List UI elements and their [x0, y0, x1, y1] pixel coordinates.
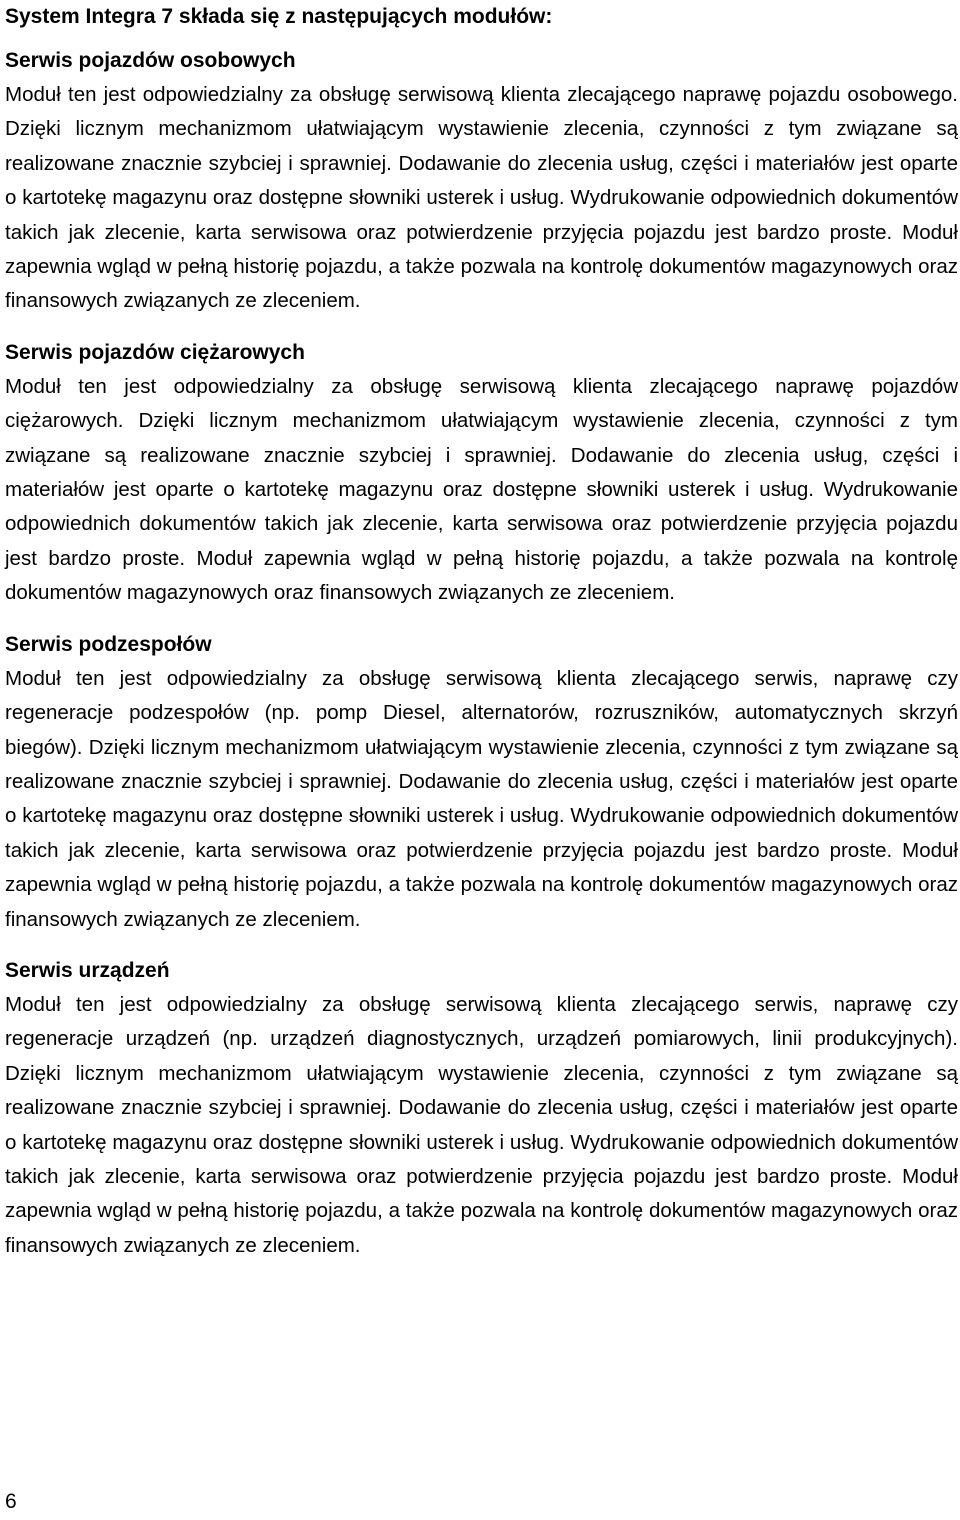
document-page — [5, 0, 958, 1263]
section-heading: Serwis pojazdów osobowych — [5, 49, 296, 72]
section-components — [5, 628, 958, 937]
section-passenger-vehicles — [5, 44, 958, 319]
section-heading: Serwis pojazdów ciężarowych — [5, 340, 305, 364]
page-number: 6 — [5, 1490, 17, 1513]
section-body: Moduł ten jest odpowiedzialny za obsługę serwisową klienta zlecającego serwis, naprawę czy regeneracje urządzeń (np. urządzeń diagnostycznych, urządzeń pomiarowych, linii produkcyjnych). Dzięki licznym mechanizmom ułatwiającym wystawienie zlecenia, czynności z tym związane są realizowane znacznie szybciej i sprawniej. Dodawanie do zlecenia usług, części i materiałów jest oparte o kartotekę magazynu oraz dostępne słowniki usterek i usług. Wydrukowanie odpowiednich dokumentów takich jak zlecenie, karta serwisowa oraz potwierdzenie przyjęcia pojazdu jest bardzo proste. Moduł zapewnia wgląd w pełną historię pojazdu, a także pozwala na kontrolę dokumentów magazynowych oraz finansowych związanych ze zleceniem. — [5, 992, 958, 1257]
section-heading: Serwis podzespołów — [5, 632, 212, 656]
section-heading: Serwis urządzeń — [5, 958, 170, 982]
section-trucks — [5, 336, 958, 611]
section-body: Moduł ten jest odpowiedzialny za obsługę serwisową klienta zlecającego serwis, naprawę czy regeneracje podzespołów (np. pomp Diesel, alternatorów, rozruszników, automatycznych skrzyń biegów). Dzięki licznym mechanizmom ułatwiającym wystawienie zlecenia, czynności z tym związane są realizowane znacznie szybciej i sprawniej. Dodawanie do zlecenia usług, części i materiałów jest oparte o kartotekę magazynu oraz dostępne słowniki usterek i usług. Wydrukowanie odpowiednich dokumentów takich jak zlecenie, karta serwisowa oraz potwierdzenie przyjęcia pojazdu jest bardzo proste. Moduł zapewnia wgląd w pełną historię pojazdu, a także pozwala na kontrolę dokumentów magazynowych oraz finansowych związanych ze zleceniem. — [5, 666, 958, 931]
section-body: Moduł ten jest odpowiedzialny za obsługę serwisową klienta zlecającego naprawę pojazdu osobowego. Dzięki licznym mechanizmom ułatwiającym wystawienie zlecenia, czynności z tym związane są realizowane znacznie szybciej i sprawniej. Dodawanie do zlecenia usług, części i materiałów jest oparte o kartotekę magazynu oraz dostępne słowniki usterek i usług. Wydrukowanie odpowiednich dokumentów takich jak zlecenie, karta serwisowa oraz potwierdzenie przyjęcia pojazdu jest bardzo proste. Moduł zapewnia wgląd w pełną historię pojazdu, a także pozwala na kontrolę dokumentów magazynowych oraz finansowych związanych ze zleceniem. — [5, 83, 958, 313]
section-devices — [5, 954, 958, 1263]
document-title: System Integra 7 składa się z następujących modułów: — [5, 5, 553, 28]
section-body: Moduł ten jest odpowiedzialny za obsługę serwisową klienta zlecającego naprawę pojazdów ciężarowych. Dzięki licznym mechanizmom ułatwiającym wystawienie zlecenia, czynności z tym związane są realizowane znacznie szybciej i sprawniej. Dodawanie do zlecenia usług, części i materiałów jest oparte o kartotekę magazynu oraz dostępne słowniki usterek i usług. Wydrukowanie odpowiednich dokumentów takich jak zlecenie, karta serwisowa oraz potwierdzenie przyjęcia pojazdu jest bardzo proste. Moduł zapewnia wgląd w pełną historię pojazdu, a także pozwala na kontrolę dokumentów magazynowych oraz finansowych związanych ze zleceniem. — [5, 374, 958, 605]
